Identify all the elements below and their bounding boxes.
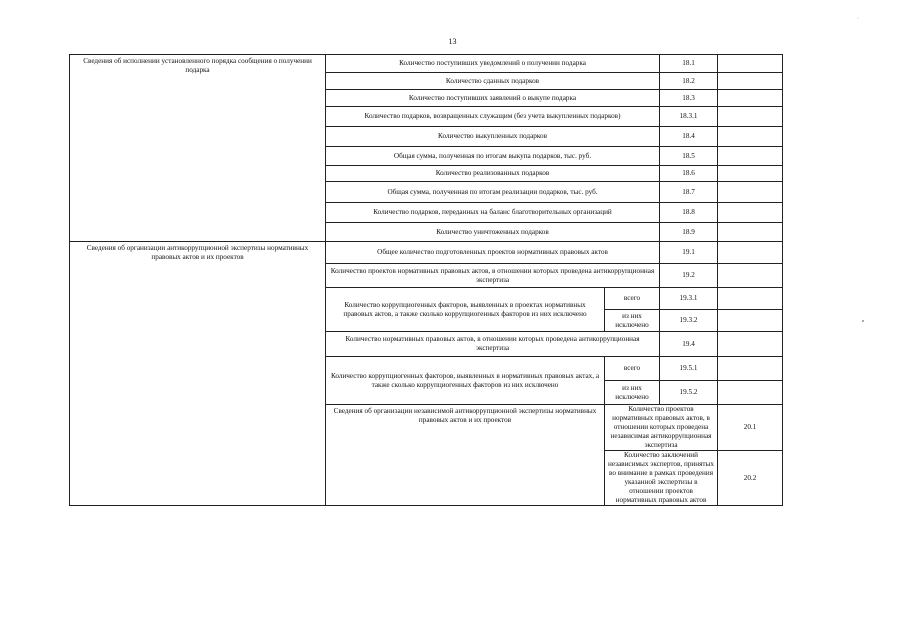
page-number: 13 xyxy=(448,37,457,46)
row-label: Количество заключений независимых экспертов, принятых во внимание в рамках проведения указанной экспертизы в отношении проектов нормативных правовых актов xyxy=(605,451,718,506)
section-title: Сведения об организации антикоррупционной экспертизы нормативных правовых актов и их проектов xyxy=(70,242,326,506)
row-code: 18.5 xyxy=(660,147,718,166)
table-row xyxy=(70,55,783,73)
value-cell xyxy=(718,55,783,73)
value-cell xyxy=(718,332,783,357)
row-label: Количество поступивших уведомлений о получении подарка xyxy=(326,55,660,73)
row-code: 19.3.2 xyxy=(660,310,718,332)
sub-label: всего xyxy=(605,357,660,381)
value-cell xyxy=(718,127,783,147)
value-cell xyxy=(718,288,783,310)
scan-dot xyxy=(862,320,864,322)
section-title: Сведения об организации независимой антикоррупционной экспертизы нормативных правовых актов и их проектов xyxy=(326,405,605,506)
scan-mark: · xyxy=(857,16,859,22)
row-code: 18.6 xyxy=(660,166,718,182)
table-row xyxy=(70,242,783,264)
row-label: Количество уничтоженных подарков xyxy=(326,223,660,242)
row-code: 20.2 xyxy=(718,451,783,506)
row-label: Количество подарков, возвращенных служащим (без учета выкупленных подарков) xyxy=(326,107,660,127)
value-cell xyxy=(718,73,783,90)
value-cell xyxy=(718,357,783,381)
row-label: Общее количество подготовленных проектов нормативных правовых актов xyxy=(326,242,660,264)
value-cell xyxy=(718,166,783,182)
row-code: 19.1 xyxy=(660,242,718,264)
row-code: 18.4 xyxy=(660,127,718,147)
row-label: Количество коррупциогенных факторов, выявленных в проектах нормативных правовых актов, а также сколько коррупциогенных факторов из них исключено xyxy=(326,288,605,332)
row-code: 18.3 xyxy=(660,90,718,107)
sub-label: всего xyxy=(605,288,660,310)
value-cell xyxy=(718,242,783,264)
row-code: 18.7 xyxy=(660,182,718,203)
report-table xyxy=(69,54,783,506)
row-code: 19.3.1 xyxy=(660,288,718,310)
row-label: Количество коррупциогенных факторов, выявленных в нормативных правовых актах, а также сколько коррупциогенных факторов из них исключено xyxy=(326,357,605,405)
row-label: Количество реализованных подарков xyxy=(326,166,660,182)
value-cell xyxy=(718,90,783,107)
row-code: 18.2 xyxy=(660,73,718,90)
value-cell xyxy=(718,264,783,288)
row-code: 20.1 xyxy=(718,405,783,451)
row-label: Общая сумма, полученная по итогам выкупа подарков, тыс. руб. xyxy=(326,147,660,166)
value-cell xyxy=(718,182,783,203)
row-label: Количество подарков, переданных на баланс благотворительных организаций xyxy=(326,203,660,223)
row-label: Количество нормативных правовых актов, в отношении которых проведена антикоррупционная экспертиза xyxy=(326,332,660,357)
value-cell xyxy=(718,203,783,223)
row-code: 18.1 xyxy=(660,55,718,73)
section-title: Сведения об исполнении установленного порядка сообщения о получении подарка xyxy=(70,55,326,242)
row-label: Количество проектов нормативных правовых актов, в отношении которых проведена независимая антикоррупционная экспертиза xyxy=(605,405,718,451)
row-code: 19.2 xyxy=(660,264,718,288)
row-label: Общая сумма, полученная по итогам реализации подарков, тыс. руб. xyxy=(326,182,660,203)
value-cell xyxy=(718,107,783,127)
row-code: 19.5.2 xyxy=(660,381,718,405)
row-code: 19.4 xyxy=(660,332,718,357)
row-code: 18.8 xyxy=(660,203,718,223)
value-cell xyxy=(718,223,783,242)
sub-label: из них исключено xyxy=(605,381,660,405)
value-cell xyxy=(718,310,783,332)
row-label: Количество поступивших заявлений о выкупе подарка xyxy=(326,90,660,107)
sub-label: из них исключено xyxy=(605,310,660,332)
row-label: Количество выкупленных подарков xyxy=(326,127,660,147)
row-code: 18.9 xyxy=(660,223,718,242)
value-cell xyxy=(718,381,783,405)
row-code: 19.5.1 xyxy=(660,357,718,381)
row-label: Количество сданных подарков xyxy=(326,73,660,90)
value-cell xyxy=(718,147,783,166)
row-code: 18.3.1 xyxy=(660,107,718,127)
row-label: Количество проектов нормативных правовых актов, в отношении которых проведена антикоррупционная экспертиза xyxy=(326,264,660,288)
